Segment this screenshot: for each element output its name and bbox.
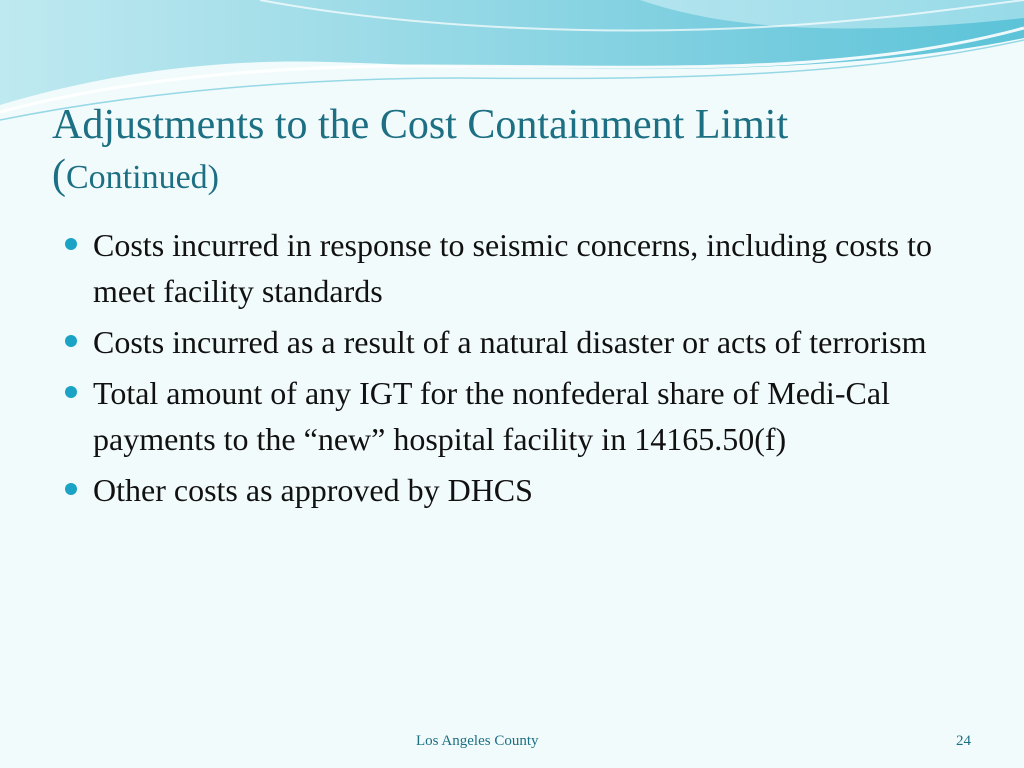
bullet-text: Total amount of any IGT for the nonfederal share of Medi-Cal payments to the “new” hospital facility in 14165.50(f) <box>93 375 890 457</box>
footer-organization: Los Angeles County <box>416 733 539 749</box>
title-main: Adjustments to the Cost Containment Limit <box>52 102 789 148</box>
title-continued: Continued) <box>66 159 219 196</box>
bullet-dot-icon <box>65 386 77 398</box>
bullet-item <box>62 319 972 365</box>
bullet-list <box>62 222 972 518</box>
bullet-dot-icon <box>65 483 77 495</box>
bullet-item <box>62 467 972 513</box>
bullet-item <box>62 222 972 314</box>
bullet-dot-icon <box>65 238 77 250</box>
slide-title <box>52 100 992 203</box>
page-number: 24 <box>956 733 971 749</box>
title-paren: ( <box>52 152 66 198</box>
bullet-item <box>62 370 972 462</box>
bullet-text: Costs incurred in response to seismic concerns, including costs to meet facility standards <box>93 227 932 309</box>
bullet-text: Costs incurred as a result of a natural disaster or acts of terrorism <box>93 324 927 360</box>
bullet-dot-icon <box>65 335 77 347</box>
bullet-text: Other costs as approved by DHCS <box>93 472 533 508</box>
